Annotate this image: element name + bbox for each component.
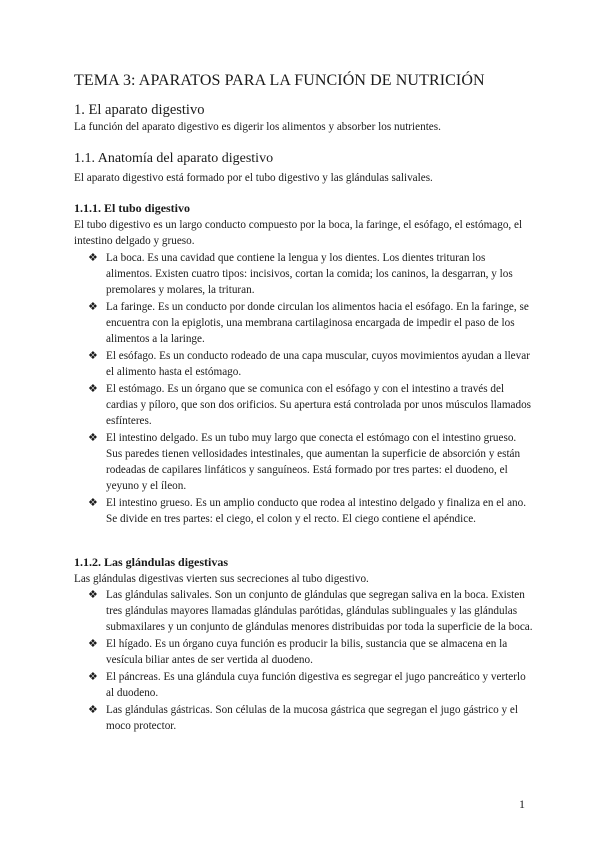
list-item: ❖ El hígado. Es un órgano cuya función es producir la bilis, sustancia que se almacena en la vesícula biliar antes de ser vertida al duodeno. [88,638,508,666]
list-item: ❖ El estómago. Es un órgano que se comunica con el esófago y con el intestino a través del cardias y píloro, que son dos orificios. Su apertura está controlada por unos músculos llamados esfínteres. [88,383,532,427]
digestive-glands-list [88,587,534,735]
diamond-bullet-icon: ❖ [88,432,98,444]
list-item: ❖ La boca. Es una cavidad que contiene la lengua y los dientes. Los dientes trituran los alimentos. Existen cuatro tipos: incisivos, cortan la comida; los caninos, la desgarran, y los premolares y molares, la trituran. [88,252,513,296]
list-item: ❖ El intestino delgado. Es un tubo muy largo que conecta el estómago con el intestino grueso. Sus paredes tienen vellosidades intestinales, que aumentan la superficie de absorción y están rodeadas de capilares linfáticos y sanguíneos. Está formado por tres partes: el duodeno, el yeyuno y el íleon. [88,432,521,492]
diamond-bullet-icon: ❖ [88,497,98,509]
section-1-1-text: El aparato digestivo está formado por el tubo digestivo y las glándulas salivales. [74,172,433,184]
list-item: ❖ Las glándulas salivales. Son un conjunto de glándulas que segregan saliva en la boca. Existen tres glándulas mayores llamadas glándulas parótidas, glándulas sublinguales y las glándulas submaxilares y un conjunto de glándulas menores distribuidas por toda la superficie de la boca. [88,589,533,633]
section-1-1-1-text: El tubo digestivo es un largo conducto compuesto por la boca, la faringe, el esófago, el estómago, el intestino delgado y grueso. [74,219,523,247]
list-item: ❖ La faringe. Es un conducto por donde circulan los alimentos hacia el esófago. En la faringe, se encuentra con la epiglotis, una membrana cartilaginosa encargada de impedir el paso de los alimentos a la laringe. [88,301,529,345]
section-1-text: La función del aparato digestivo es digerir los alimentos y absorber los nutrientes. [74,121,441,133]
list-item: ❖ El páncreas. Es una glándula cuya función digestiva es segregar el jugo pancreático y verterlo al duodeno. [88,671,526,699]
section-1-1-2-heading: 1.1.2. Las glándulas digestivas [74,555,229,569]
diamond-bullet-icon: ❖ [88,704,98,716]
section-1-1-1-heading: 1.1.1. El tubo digestivo [74,201,191,215]
diamond-bullet-icon: ❖ [88,350,98,362]
document-title: TEMA 3: APARATOS PARA LA FUNCIÓN DE NUTRICIÓN [74,72,485,89]
diamond-bullet-icon: ❖ [88,671,98,683]
list-item: ❖ Las glándulas gástricas. Son células de la mucosa gástrica que segregan el jugo gástrico y el moco protector. [88,704,518,732]
diamond-bullet-icon: ❖ [88,252,98,264]
section-1-heading: 1. El aparato digestivo [74,102,205,118]
diamond-bullet-icon: ❖ [88,383,98,395]
page-number: 1 [519,797,525,811]
diamond-bullet-icon: ❖ [88,589,98,601]
section-1-1-heading: 1.1. Anatomía del aparato digestivo [74,151,274,166]
diamond-bullet-icon: ❖ [88,301,98,313]
section-1-1-2-text: Las glándulas digestivas vierten sus secreciones al tubo digestivo. [74,573,369,585]
list-item: ❖ El esófago. Es un conducto rodeado de una capa muscular, cuyos movimientos ayudan a llevar el alimento hasta el estómago. [88,350,530,378]
diamond-bullet-icon: ❖ [88,638,98,650]
tube-organs-list [88,250,534,528]
list-item: ❖ El intestino grueso. Es un amplio conducto que rodea al intestino delgado y finaliza en el ano. Se divide en tres partes: el ciego, el colon y el recto. El ciego contiene el apéndice. [88,497,527,525]
